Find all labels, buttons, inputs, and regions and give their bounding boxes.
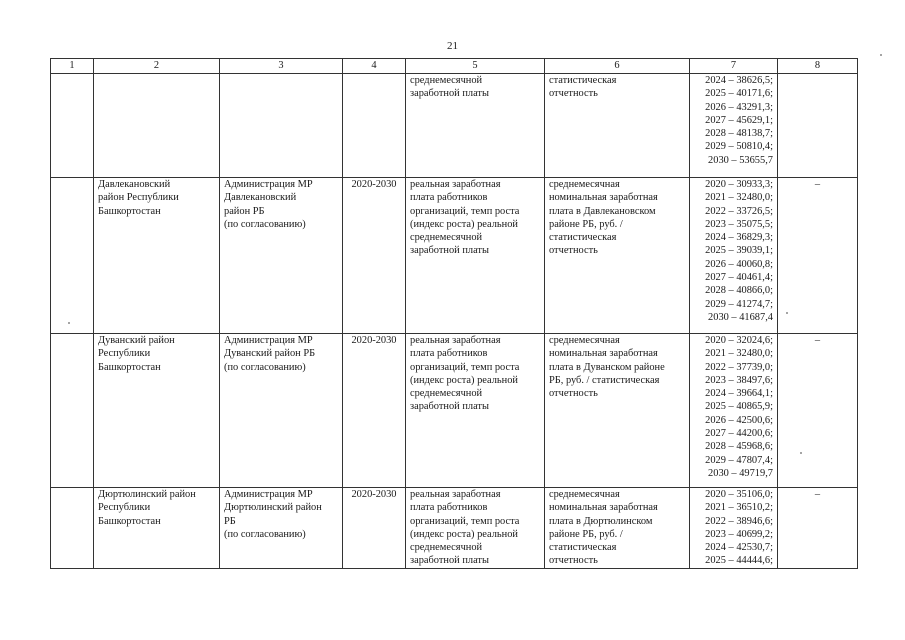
row-number-cell <box>51 178 94 334</box>
program-table <box>50 58 858 569</box>
value-line: 2026 – 42500,6; <box>705 414 773 426</box>
table-row <box>51 178 858 334</box>
measure-line: среднемесячная <box>549 335 620 346</box>
column-number: 8 <box>778 59 858 74</box>
measure-line: среднемесячная <box>549 489 620 500</box>
table-row <box>51 74 858 178</box>
value-line: 2024 – 39664,1; <box>705 388 773 400</box>
district-line: Башкортостан <box>98 205 161 217</box>
district-line: район Республики <box>98 192 179 204</box>
value-line: 2022 – 37739,0; <box>705 361 773 373</box>
measure-line: отчетность <box>549 88 598 100</box>
district-line: Давлекановский <box>98 179 171 190</box>
indicator-line: (индекс роста) реальной <box>410 374 518 386</box>
district-line: Башкортостан <box>98 515 161 527</box>
column-number: 2 <box>94 59 220 74</box>
period-cell: 2020-2030 <box>343 488 406 569</box>
executor-line: Дюртюлинский район <box>224 502 322 514</box>
table-row <box>51 488 858 569</box>
measure-cell <box>545 74 690 178</box>
indicator-line: (индекс роста) реальной <box>410 218 518 230</box>
value-line: 2026 – 40060,8; <box>705 258 773 270</box>
indicator-line: реальная заработная <box>410 489 501 500</box>
value-line: 2024 – 38626,5; <box>705 75 773 86</box>
period-cell <box>343 74 406 178</box>
period-cell: 2020-2030 <box>343 334 406 488</box>
executor-line: (по согласованию) <box>224 218 306 230</box>
indicator-line: среднемесячной <box>410 75 483 86</box>
value-line: 2021 – 32480,0; <box>705 348 773 360</box>
indicator-line: плата работников <box>410 192 488 204</box>
column-number: 3 <box>220 59 343 74</box>
indicator-cell <box>406 74 545 178</box>
district-cell <box>94 178 220 334</box>
value-line: 2028 – 48138,7; <box>705 128 773 140</box>
value-line: 2022 – 33726,5; <box>705 205 773 217</box>
executor-cell <box>220 178 343 334</box>
indicator-line: реальная заработная <box>410 335 501 346</box>
indicator-line: организаций, темп роста <box>410 361 520 373</box>
values-cell <box>690 334 778 488</box>
executor-cell <box>220 334 343 488</box>
value-line: 2028 – 45968,6; <box>705 441 773 453</box>
measure-line: плата в Дюртюлинском <box>549 515 653 527</box>
value-line: 2028 – 40866,0; <box>705 285 773 297</box>
value-line: 2020 – 30933,3; <box>705 179 773 190</box>
column-number: 7 <box>690 59 778 74</box>
measure-line: номинальная заработная <box>549 348 658 360</box>
value-line: 2029 – 50810,4; <box>705 141 773 153</box>
scan-speck <box>786 312 788 314</box>
value-line: 2024 – 36829,3; <box>705 232 773 244</box>
value-line: 2023 – 38497,6; <box>705 374 773 386</box>
column-number: 1 <box>51 59 94 74</box>
district-line: Башкортостан <box>98 361 161 373</box>
value-line: 2030 – 41687,4 <box>708 311 773 323</box>
executor-line: Администрация МР <box>224 489 313 500</box>
scan-speck <box>800 452 802 454</box>
indicator-cell <box>406 488 545 569</box>
values-cell <box>690 488 778 569</box>
value-line: 2020 – 35106,0; <box>705 489 773 500</box>
note-cell <box>778 74 858 178</box>
value-line: 2025 – 40171,6; <box>705 88 773 100</box>
measure-cell <box>545 178 690 334</box>
executor-line: Администрация МР <box>224 335 313 346</box>
measure-line: плата в Дуванском районе <box>549 361 665 373</box>
value-line: 2027 – 45629,1; <box>705 114 773 126</box>
indicator-line: среднемесячной <box>410 388 483 400</box>
column-number: 4 <box>343 59 406 74</box>
district-cell <box>94 488 220 569</box>
executor-line: (по согласованию) <box>224 528 306 540</box>
measure-line: плата в Давлекановском <box>549 205 656 217</box>
indicator-line: плата работников <box>410 502 488 514</box>
page-number: 21 <box>447 40 458 52</box>
executor-line: район РБ <box>224 205 265 217</box>
value-line: 2025 – 39039,1; <box>705 245 773 257</box>
measure-line: статистическая <box>549 75 617 86</box>
value-line: 2027 – 44200,6; <box>705 428 773 440</box>
district-line: Республики <box>98 502 151 514</box>
measure-line: отчетность <box>549 555 598 567</box>
indicator-line: плата работников <box>410 348 488 360</box>
indicator-line: организаций, темп роста <box>410 205 520 217</box>
measure-cell <box>545 488 690 569</box>
values-cell <box>690 178 778 334</box>
value-line: 2026 – 43291,3; <box>705 101 773 113</box>
indicator-cell <box>406 334 545 488</box>
column-number: 6 <box>545 59 690 74</box>
measure-line: отчетность <box>549 245 598 257</box>
measure-line: номинальная заработная <box>549 502 658 514</box>
row-number-cell <box>51 74 94 178</box>
indicator-line: заработной платы <box>410 88 489 100</box>
executor-line: Давлекановский <box>224 192 297 204</box>
executor-line: Дуванский район РБ <box>224 348 316 360</box>
indicator-line: заработной платы <box>410 401 489 413</box>
note-cell: – <box>778 488 858 569</box>
note-cell: – <box>778 178 858 334</box>
period-cell: 2020-2030 <box>343 178 406 334</box>
indicator-line: заработной платы <box>410 555 489 567</box>
table-row <box>51 334 858 488</box>
value-line: 2020 – 32024,6; <box>705 335 773 346</box>
district-line: Республики <box>98 348 151 360</box>
value-line: 2024 – 42530,7; <box>705 542 773 554</box>
district-line: Дюртюлинский район <box>98 489 196 500</box>
value-line: 2021 – 36510,2; <box>705 502 773 514</box>
value-line: 2025 – 40865,9; <box>705 401 773 413</box>
scan-speck <box>68 322 70 324</box>
indicator-line: среднемесячной <box>410 232 483 244</box>
measure-line: отчетность <box>549 388 598 400</box>
value-line: 2023 – 35075,5; <box>705 218 773 230</box>
indicator-line: заработной платы <box>410 245 489 257</box>
measure-line: статистическая <box>549 232 617 244</box>
measure-line: РБ, руб. / статистическая <box>549 374 660 386</box>
indicator-line: реальная заработная <box>410 179 501 190</box>
district-line: Дуванский район <box>98 335 175 346</box>
district-cell <box>94 74 220 178</box>
value-line: 2023 – 40699,2; <box>705 528 773 540</box>
value-line: 2027 – 40461,4; <box>705 272 773 284</box>
measure-cell <box>545 334 690 488</box>
indicator-cell <box>406 178 545 334</box>
value-line: 2022 – 38946,6; <box>705 515 773 527</box>
column-number-row <box>51 59 858 74</box>
value-line: 2021 – 32480,0; <box>705 192 773 204</box>
indicator-line: (индекс роста) реальной <box>410 528 518 540</box>
executor-cell <box>220 74 343 178</box>
indicator-line: среднемесячной <box>410 542 483 554</box>
executor-line: Администрация МР <box>224 179 313 190</box>
measure-line: статистическая <box>549 542 617 554</box>
value-line: 2025 – 44444,6; <box>705 555 773 567</box>
measure-line: районе РБ, руб. / <box>549 528 623 540</box>
executor-line: (по согласованию) <box>224 361 306 373</box>
district-cell <box>94 334 220 488</box>
scan-speck <box>880 54 882 56</box>
row-number-cell <box>51 334 94 488</box>
executor-line: РБ <box>224 515 236 527</box>
value-line: 2029 – 47807,4; <box>705 454 773 466</box>
indicator-line: организаций, темп роста <box>410 515 520 527</box>
executor-cell <box>220 488 343 569</box>
measure-line: номинальная заработная <box>549 192 658 204</box>
values-cell <box>690 74 778 178</box>
measure-line: среднемесячная <box>549 179 620 190</box>
measure-line: районе РБ, руб. / <box>549 218 623 230</box>
value-line: 2030 – 49719,7 <box>708 467 773 479</box>
column-number: 5 <box>406 59 545 74</box>
value-line: 2029 – 41274,7; <box>705 298 773 310</box>
note-cell: – <box>778 334 858 488</box>
value-line: 2030 – 53655,7 <box>708 154 773 166</box>
row-number-cell <box>51 488 94 569</box>
